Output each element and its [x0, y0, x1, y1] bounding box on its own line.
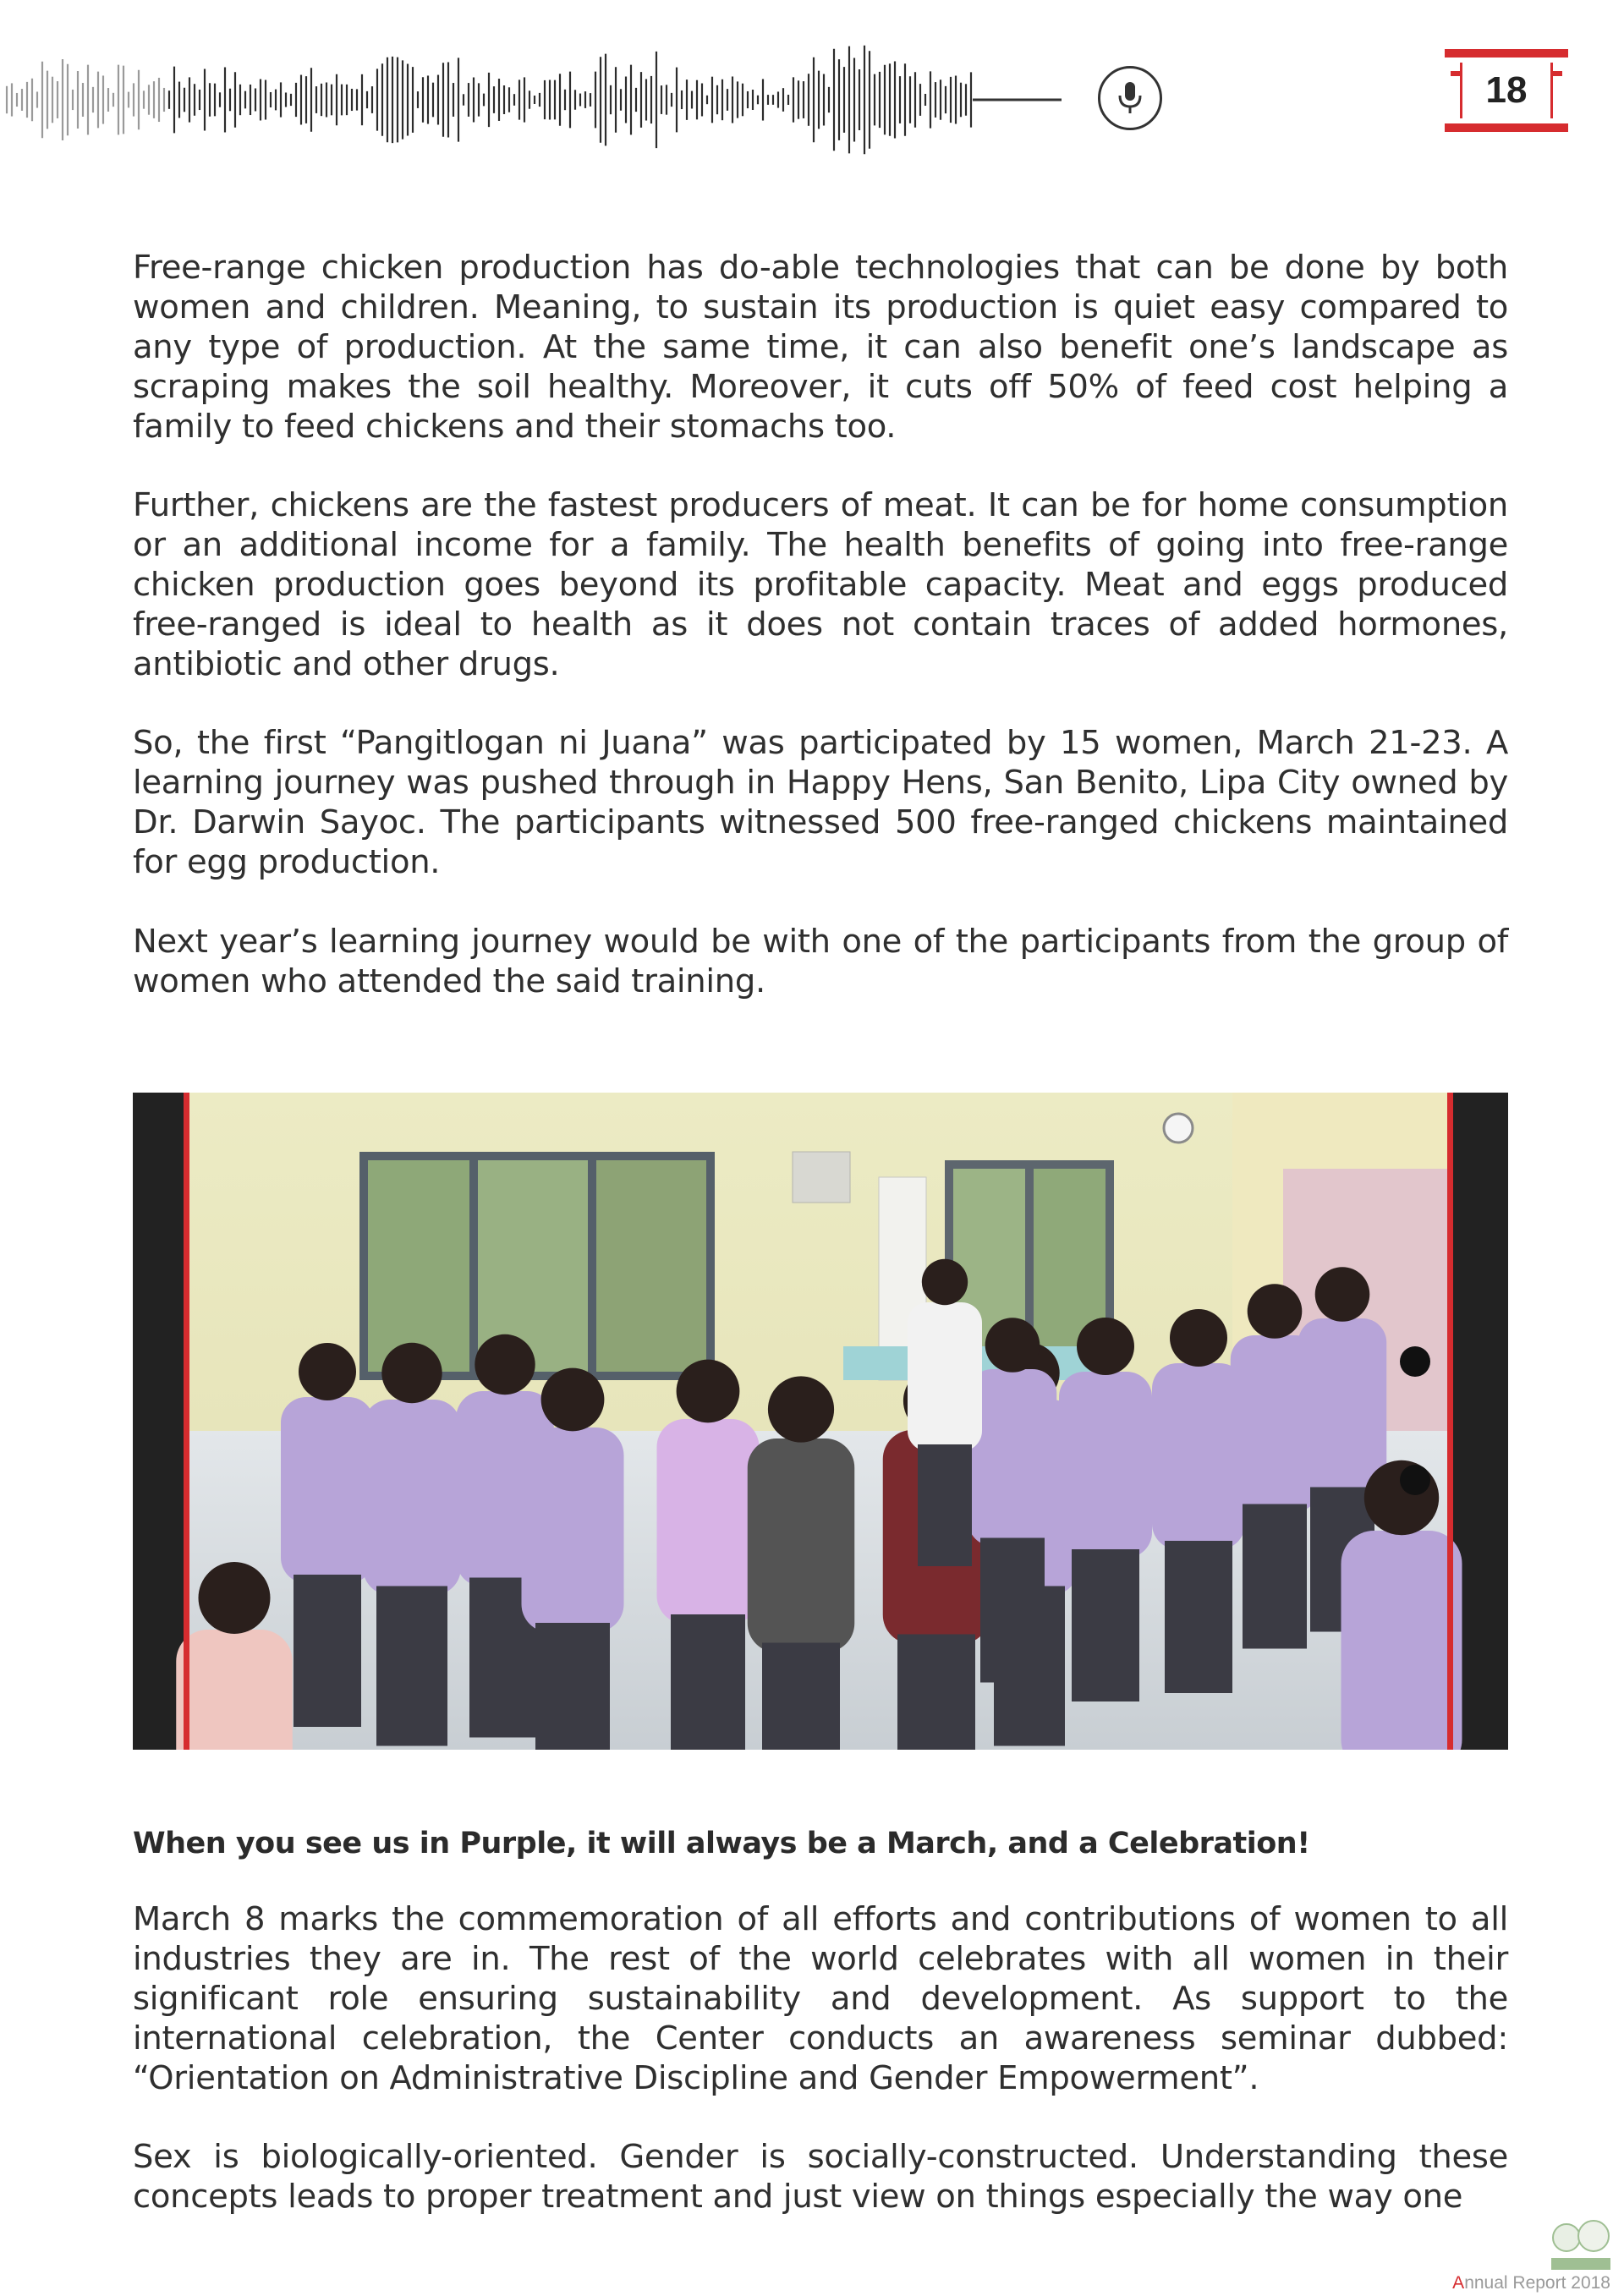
person-head	[1170, 1309, 1227, 1367]
body-paragraph: So, the first “Pangitlogan ni Juana” was participated by 15 women, March 21-23. A learning journey was pushed through in Happy Hens, San Benito, Lipa City owned by Dr. Darwin Sayoc. The participants witnessed 500 free-ranged chickens maintained for egg production.	[133, 724, 1508, 881]
person-figure	[522, 1427, 624, 1632]
person-head	[922, 1259, 968, 1305]
person-head	[1248, 1284, 1303, 1339]
person-head	[541, 1368, 605, 1432]
body-paragraph: Further, chickens are the fastest producers of meat. It can be for home consumption or an additional income for a family. The health benefits of going into free-range chicken production goes beyond its profitable capacity. Meat and eggs produced free-ranged is ideal to health as it does not contain traces of added hormones, antibiotic and other drugs.	[133, 486, 1508, 683]
report-footer	[1429, 2273, 1610, 2293]
microphone-icon	[1098, 66, 1162, 130]
person-figure	[281, 1397, 374, 1583]
body-paragraph: Sex is biologically-oriented. Gender is socially-constructed. Understanding these concepts leads to proper treatment and just view on things especially the way one	[133, 2138, 1508, 2216]
page-header	[0, 0, 1624, 178]
person-figure	[748, 1438, 855, 1652]
person-head	[768, 1376, 834, 1442]
person-head	[677, 1360, 740, 1423]
person-figure	[1059, 1372, 1152, 1558]
person-figure	[363, 1400, 461, 1595]
person-head	[475, 1334, 535, 1395]
person-figure	[176, 1630, 293, 1750]
group-photo-scene	[133, 1093, 1508, 1750]
person-legs	[1165, 1541, 1232, 1693]
photo-dot	[1400, 1465, 1430, 1495]
report-footer-accent: A	[1452, 2273, 1465, 2293]
photo-frame-line-right	[1447, 1093, 1453, 1750]
body-paragraph: Free-range chicken production has do-able technologies that can be done by both women and children. Meaning, to sustain its production is quiet easy compared to any type of production. At the same time, it can also benefit one’s landscape as scraping makes the soil healthy. Moreover, it cuts off 50% of feed cost helping a family to feed chickens and their stomachs too.	[133, 249, 1508, 446]
person-head	[1315, 1267, 1370, 1322]
waveform-icon	[0, 25, 1074, 178]
photo-frame-line-left	[184, 1093, 189, 1750]
photo-dot	[1400, 1346, 1430, 1377]
person-figure	[908, 1302, 982, 1451]
person-legs	[535, 1623, 610, 1750]
person-figure	[1341, 1531, 1462, 1750]
event-photo	[133, 1093, 1508, 1750]
body-paragraph: March 8 marks the commemoration of all efforts and contributions of women to all industries they are in. The rest of the world celebrates with all women in their significant role ensuring sustainability and development. As support to the international celebration, the Center conducts an awareness seminar dubbed: “Orientation on Administrative Discipline and Gender Empowerment”.	[133, 1900, 1508, 2097]
person-legs	[980, 1538, 1045, 1683]
person-head	[1077, 1318, 1134, 1375]
person-legs	[294, 1575, 361, 1727]
person-head	[985, 1318, 1040, 1373]
page-number: 18	[1485, 69, 1528, 111]
person-legs	[376, 1586, 447, 1746]
person-legs	[762, 1643, 840, 1751]
person-legs	[671, 1614, 745, 1750]
report-footer-label: nnual Report 2018	[1464, 2273, 1610, 2293]
body-paragraph: Next year’s learning journey would be with one of the participants from the group of women who attended the said training.	[133, 923, 1508, 1000]
person-legs	[1072, 1549, 1139, 1701]
person-legs	[897, 1635, 975, 1751]
organization-logo-icon	[1544, 2216, 1616, 2278]
person-head	[199, 1562, 271, 1634]
person-legs	[918, 1444, 972, 1566]
page-number-badge	[1445, 49, 1568, 132]
person-figure	[1298, 1318, 1387, 1495]
person-head	[299, 1343, 356, 1400]
person-head	[381, 1343, 442, 1403]
section-heading: When you see us in Purple, it will always be a March, and a Celebration!	[133, 1827, 1310, 1860]
person-legs	[1243, 1504, 1307, 1649]
person-figure	[657, 1419, 760, 1624]
